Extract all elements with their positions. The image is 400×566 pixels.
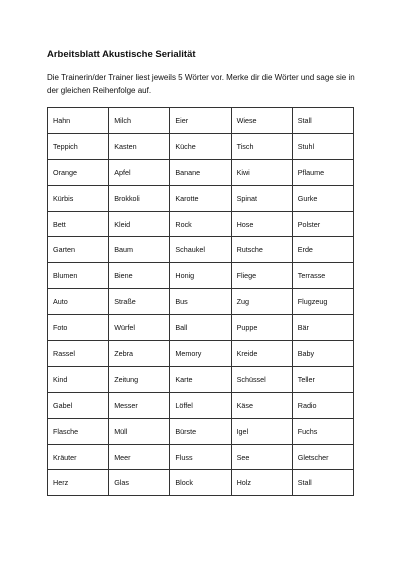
- table-row: [48, 263, 354, 289]
- table-row: [48, 108, 354, 134]
- word-cell: Kreide: [231, 341, 292, 367]
- word-cell: Foto: [48, 315, 109, 341]
- word-cell: Auto: [48, 289, 109, 315]
- word-cell: Meer: [109, 444, 170, 470]
- word-cell: Küche: [170, 133, 231, 159]
- word-cell: Polster: [292, 211, 353, 237]
- word-cell: Zebra: [109, 341, 170, 367]
- word-cell: Biene: [109, 263, 170, 289]
- word-cell: Brokkoli: [109, 185, 170, 211]
- word-cell: Kürbis: [48, 185, 109, 211]
- word-cell: Igel: [231, 418, 292, 444]
- word-cell: Hahn: [48, 108, 109, 134]
- word-cell: Baum: [109, 237, 170, 263]
- word-table: [47, 107, 354, 496]
- word-cell: Glas: [109, 470, 170, 496]
- word-cell: Gurke: [292, 185, 353, 211]
- word-cell: Bär: [292, 315, 353, 341]
- word-cell: Karotte: [170, 185, 231, 211]
- word-cell: Kleid: [109, 211, 170, 237]
- table-row: [48, 470, 354, 496]
- table-row: [48, 392, 354, 418]
- instructions-text: Die Trainerin/der Trainer liest jeweils 5 Wörter vor. Merke dir die Wörter und sage sie in der gleichen Reihenfolge auf.: [47, 73, 355, 95]
- word-cell: Messer: [109, 392, 170, 418]
- word-cell: Gletscher: [292, 444, 353, 470]
- word-cell: Rassel: [48, 341, 109, 367]
- table-row: [48, 444, 354, 470]
- word-cell: Teller: [292, 366, 353, 392]
- word-cell: Garten: [48, 237, 109, 263]
- word-cell: Stall: [292, 108, 353, 134]
- word-cell: Bett: [48, 211, 109, 237]
- word-cell: Gabel: [48, 392, 109, 418]
- word-cell: Tisch: [231, 133, 292, 159]
- word-cell: Rock: [170, 211, 231, 237]
- word-cell: Holz: [231, 470, 292, 496]
- word-cell: Orange: [48, 159, 109, 185]
- word-cell: See: [231, 444, 292, 470]
- table-row: [48, 341, 354, 367]
- table-row: [48, 211, 354, 237]
- word-cell: Schaukel: [170, 237, 231, 263]
- word-cell: Wiese: [231, 108, 292, 134]
- word-cell: Stuhl: [292, 133, 353, 159]
- table-row: [48, 289, 354, 315]
- word-cell: Baby: [292, 341, 353, 367]
- word-cell: Hose: [231, 211, 292, 237]
- word-cell: Fliege: [231, 263, 292, 289]
- word-cell: Kräuter: [48, 444, 109, 470]
- word-cell: Bus: [170, 289, 231, 315]
- word-cell: Kiwi: [231, 159, 292, 185]
- word-cell: Zug: [231, 289, 292, 315]
- word-cell: Müll: [109, 418, 170, 444]
- word-cell: Flugzeug: [292, 289, 353, 315]
- word-cell: Kasten: [109, 133, 170, 159]
- word-cell: Milch: [109, 108, 170, 134]
- word-cell: Kind: [48, 366, 109, 392]
- word-cell: Würfel: [109, 315, 170, 341]
- word-cell: Eier: [170, 108, 231, 134]
- word-cell: Stall: [292, 470, 353, 496]
- table-row: [48, 366, 354, 392]
- word-cell: Banane: [170, 159, 231, 185]
- word-cell: Karte: [170, 366, 231, 392]
- word-cell: Zeitung: [109, 366, 170, 392]
- table-row: [48, 315, 354, 341]
- word-cell: Puppe: [231, 315, 292, 341]
- word-cell: Teppich: [48, 133, 109, 159]
- word-cell: Fuchs: [292, 418, 353, 444]
- word-cell: Terrasse: [292, 263, 353, 289]
- word-cell: Fluss: [170, 444, 231, 470]
- word-cell: Block: [170, 470, 231, 496]
- word-table-body: [48, 108, 354, 496]
- page-title: Arbeitsblatt Akustische Serialität: [47, 49, 196, 60]
- word-cell: Löffel: [170, 392, 231, 418]
- word-cell: Rutsche: [231, 237, 292, 263]
- table-row: [48, 237, 354, 263]
- table-row: [48, 159, 354, 185]
- word-cell: Erde: [292, 237, 353, 263]
- word-cell: Herz: [48, 470, 109, 496]
- word-cell: Radio: [292, 392, 353, 418]
- table-row: [48, 185, 354, 211]
- word-cell: Blumen: [48, 263, 109, 289]
- word-cell: Käse: [231, 392, 292, 418]
- table-row: [48, 133, 354, 159]
- word-cell: Honig: [170, 263, 231, 289]
- word-cell: Memory: [170, 341, 231, 367]
- word-cell: Straße: [109, 289, 170, 315]
- word-cell: Flasche: [48, 418, 109, 444]
- word-cell: Apfel: [109, 159, 170, 185]
- word-cell: Spinat: [231, 185, 292, 211]
- table-row: [48, 418, 354, 444]
- word-cell: Ball: [170, 315, 231, 341]
- word-cell: Schüssel: [231, 366, 292, 392]
- word-cell: Bürste: [170, 418, 231, 444]
- word-cell: Pflaume: [292, 159, 353, 185]
